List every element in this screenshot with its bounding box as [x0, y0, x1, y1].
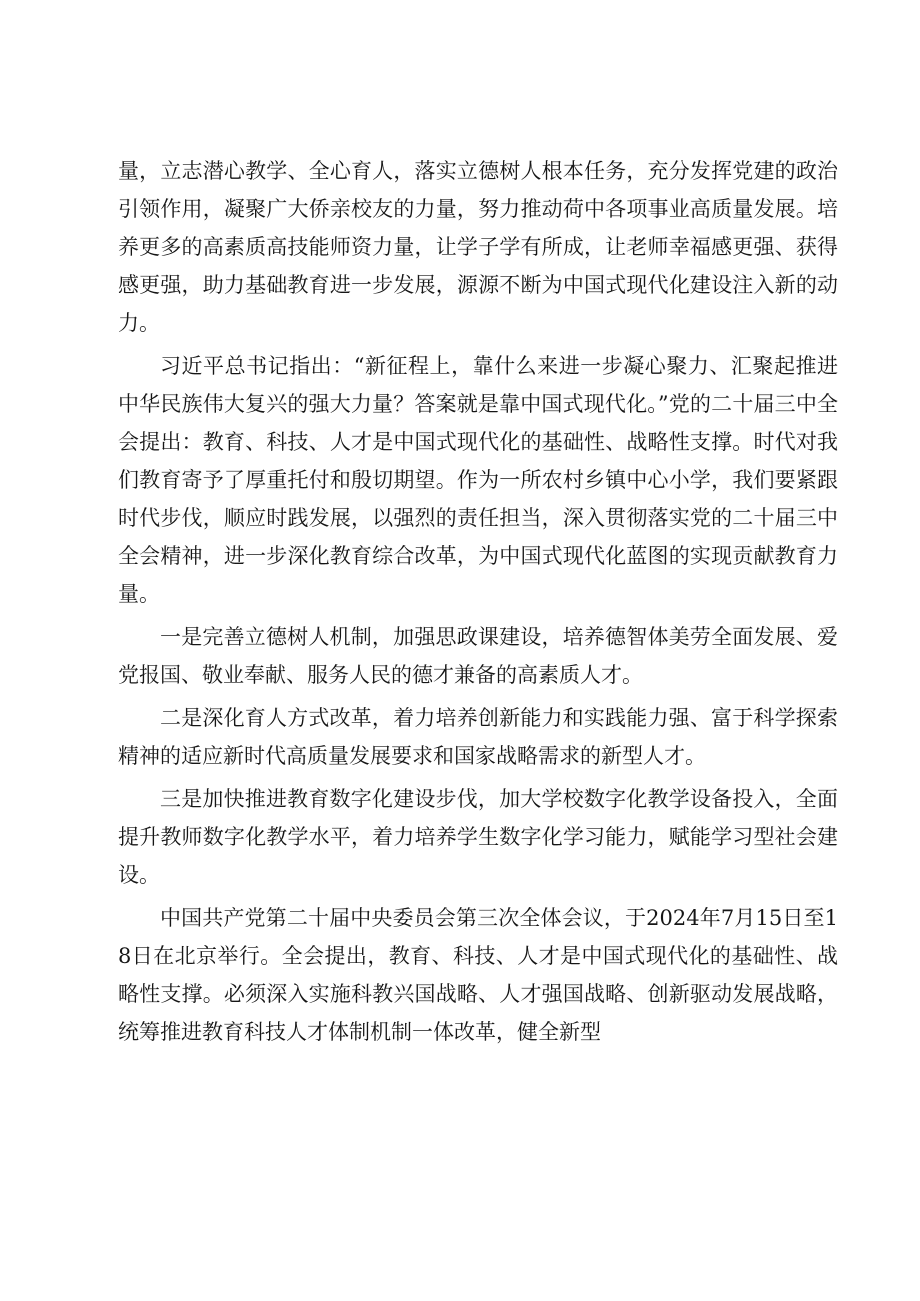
paragraph-point-one: 一是完善立德树人机制，加强思政课建设，培养德智体美劳全面发展、爱党报国、敬业奉献、服务人民的德才兼备的高素质人才。	[118, 625, 838, 687]
paragraph-point-two: 二是深化育人方式改革，着力培养创新能力和实践能力强、富于科学探索精神的适应新时代高质量发展要求和国家战略需求的新型人才。	[118, 706, 838, 768]
paragraph-point-three: 三是加快推进教育数字化建设步伐，加大学校数字化教学设备投入，全面提升教师数字化教学水平，着力培养学生数字化学习能力，赋能学习型社会建设。	[118, 787, 838, 887]
document-page	[118, 152, 838, 1056]
paragraph-xi-quote: 习近平总书记指出：“新征程上，靠什么来进一步凝心聚力、汇聚起推进中华民族伟大复兴的强大力量？答案就是靠中国式现代化。”党的二十届三中全会提出：教育、科技、人才是中国式现代化的基础性、战略性支撑。时代对我们教育寄予了厚重托付和殷切期望。作为一所农村乡镇中心小学，我们要紧跟时代步伐，顺应时践发展，以强烈的责任担当，深入贯彻落实党的二十届三中全会精神，进一步深化教育综合改革，为中国式现代化蓝图的实现贡献教育力量。	[118, 354, 838, 606]
paragraph-plenum: 中国共产党第二十届中央委员会第三次全体会议，于2024年7月15日至18日在北京举行。全会提出，教育、科技、人才是中国式现代化的基础性、战略性支撑。必须深入实施科教兴国战略、人才强国战略、创新驱动发展战略，统筹推进教育科技人才体制机制一体改革，健全新型	[118, 906, 838, 1044]
paragraph-continuation: 量，立志潜心教学、全心育人，落实立德树人根本任务，充分发挥党建的政治引领作用，凝聚广大侨亲校友的力量，努力推动荷中各项事业高质量发展。培养更多的高素质高技能师资力量，让学子学有所成，让老师幸福感更强、获得感更强，助力基础教育进一步发展，源源不断为中国式现代化建设注入新的动力。	[118, 159, 838, 335]
